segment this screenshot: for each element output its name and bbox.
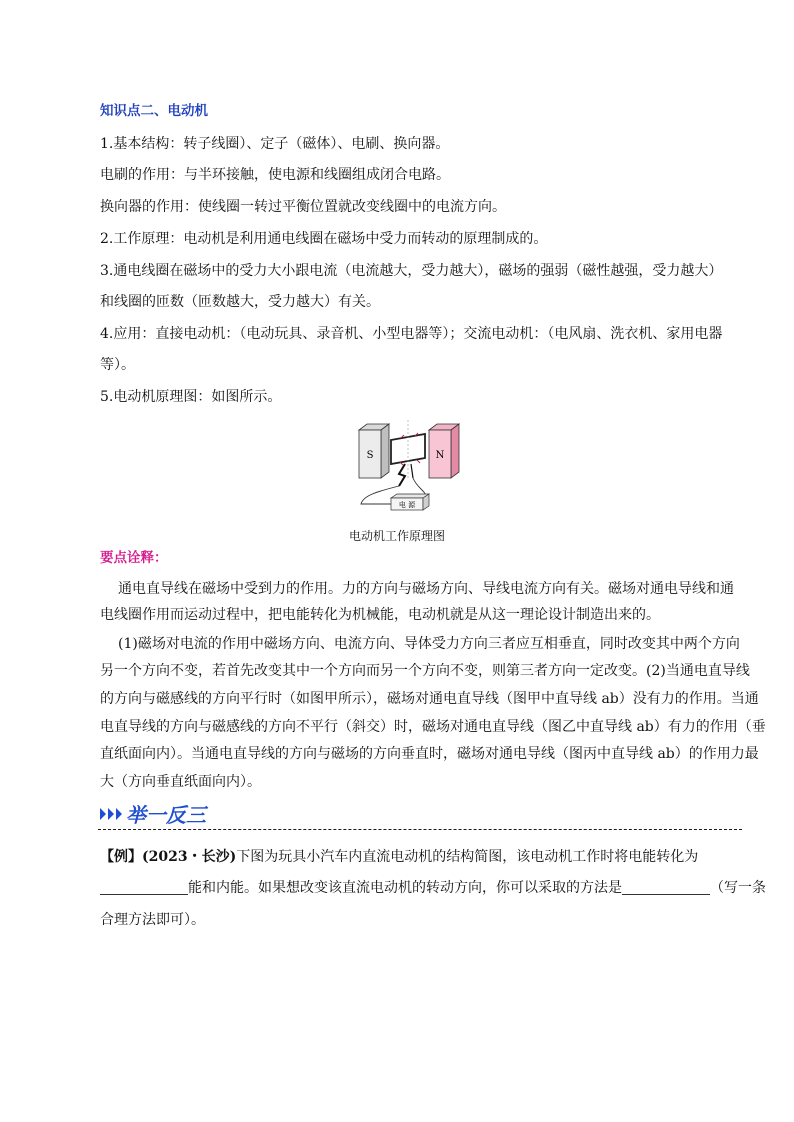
application-line-2: 等）。: [100, 357, 135, 373]
commutator-line: 换向器的作用：使线圈一转过平衡位置就改变线圈中的电流方向。: [100, 199, 506, 215]
key-point-paragraph-2c: 的方向与磁感线的方向平行时（如图甲所示），磁场对通电直导线（图甲中直导线 ab）没有力的作用。当通: [100, 691, 759, 707]
example-line-2: [100, 878, 766, 898]
force-factors-line-2: 和线圈的匝数（匝数越大，受力越大）有关。: [100, 294, 380, 310]
section-heading: 知识点二、电动机: [100, 103, 208, 119]
diagram-intro-line: 5.电动机原理图：如图所示。: [100, 389, 282, 405]
example-text-b2: （写一条: [710, 880, 766, 896]
battery-label: 电 源: [398, 501, 416, 509]
example-source: (2023・长沙): [142, 849, 237, 865]
structure-line: 1.基本结构：转子线圈）、定子（磁体）、电刷、换向器。: [100, 136, 450, 152]
chevron-icon: [108, 808, 114, 820]
brush-line: 电刷的作用：与半环接触，使电源和线圈组成闭合电路。: [100, 167, 450, 183]
key-point-paragraph-1b: 电线圈作用而运动过程中，把电能转化为机械能，电动机就是从这一理论设计制造出来的。: [100, 607, 660, 623]
key-point-paragraph-2b: 另一个方向不变，若首先改变其中一个方向而另一个方向不变，则第三者方向一定改变。(2)当通电直导线: [100, 663, 750, 679]
figure-caption: 电动机工作原理图: [348, 529, 445, 543]
key-point-paragraph-1a: 通电直导线在磁场中受到力的作用。力的方向与磁场方向、导线电流方向有关。磁场对通电导线和通: [118, 581, 734, 597]
application-line-1: 4.应用：直接电动机：（电动玩具、录音机、小型电器等）；交流电动机：（电风扇、洗衣机、家用电器: [100, 326, 723, 342]
example-line-1: [100, 847, 698, 867]
example-text-b1: 能和内能。如果想改变该直流电动机的转动方向，你可以采取的方法是: [188, 880, 622, 896]
principle-line: 2.工作原理：电动机是利用通电线圈在磁场中受力而转动的原理制成的。: [100, 231, 548, 247]
practice-banner: [98, 800, 248, 828]
key-points-heading: 要点诠释：: [100, 550, 168, 566]
chevron-icon: [100, 808, 106, 820]
answer-blank-2[interactable]: [622, 880, 710, 895]
n-pole-label: N: [435, 450, 445, 461]
answer-blank-1[interactable]: [100, 880, 188, 895]
banner-divider: [98, 829, 742, 830]
force-factors-line-1: 3.通电线圈在磁场中的受力大小跟电流（电流越大，受力越大），磁场的强弱（磁性越强，受力越大）: [100, 263, 723, 279]
chevron-icon: [116, 808, 122, 820]
example-text-a: 下图为玩具小汽车内直流电动机的结构简图，该电动机工作时将电能转化为: [236, 849, 699, 865]
motor-diagram: [355, 418, 470, 514]
banner-title: 举一反三: [126, 803, 206, 827]
key-point-paragraph-2e: 直纸面向内）。当通电直导线的方向与磁场的方向垂直时，磁场对通电导线（图丙中直导线 ab）的作用力最: [100, 746, 759, 762]
key-point-paragraph-2a: (1)磁场对电流的作用中磁场方向、电流方向、导体受力方向三者应互相垂直，同时改变其中两个方向: [118, 636, 740, 652]
example-label: 【例】: [100, 849, 142, 865]
key-point-paragraph-2f: 大（方向垂直纸面向内）。: [100, 774, 261, 790]
example-line-3: 合理方法即可）。: [100, 912, 205, 928]
key-point-paragraph-2d: 电直导线的方向与磁感线的方向不平行（斜交）时，磁场对通电直导线（图乙中直导线 ab）有力的作用（垂: [100, 719, 766, 735]
s-pole-label: S: [366, 450, 374, 461]
